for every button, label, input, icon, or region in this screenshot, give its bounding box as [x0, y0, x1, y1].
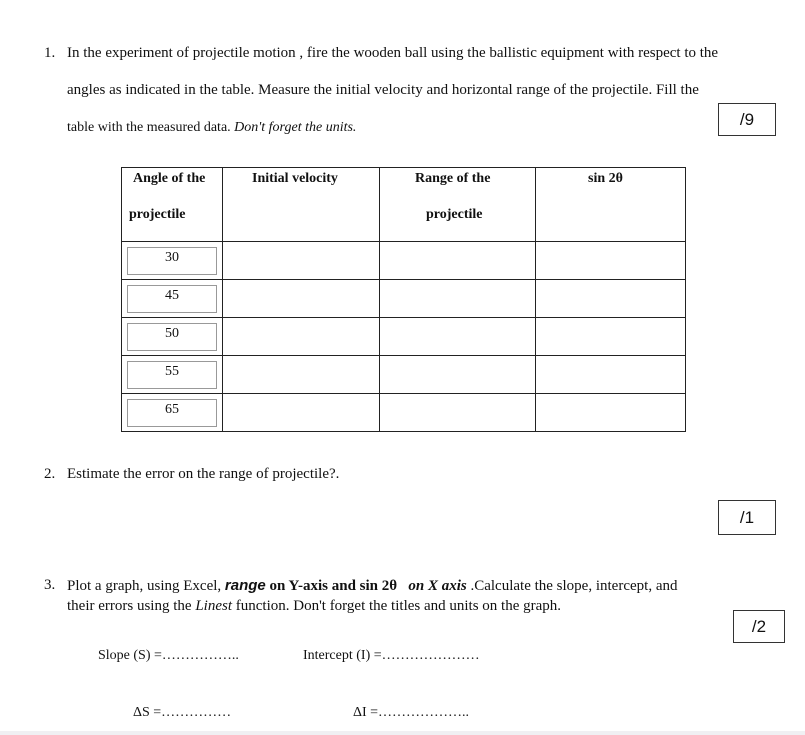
q2-text: Estimate the error on the range of projectile?.	[67, 466, 340, 482]
q3-line2-italic: Linest	[195, 598, 232, 614]
q3-text-b: on Y-axis and sin 2θ	[269, 578, 398, 594]
header-velocity-text: Initial velocity	[252, 171, 338, 186]
header-range-line1: Range of the	[415, 171, 491, 186]
angle-value: 55	[127, 361, 217, 389]
header-angle-line2: projectile	[129, 207, 186, 222]
q1-line3-plain: table with the measured data.	[67, 120, 231, 135]
angle-cell	[122, 280, 223, 318]
angle-value: 50	[127, 323, 217, 351]
q3-score: /2	[751, 617, 767, 636]
q1-number: 1.	[44, 45, 56, 61]
table-header-row	[122, 168, 686, 242]
q1-line2: angles as indicated in the table. Measure the initial velocity and horizontal range of the projectile. Fill the	[67, 82, 699, 98]
sin-cell[interactable]	[536, 356, 686, 394]
velocity-cell[interactable]	[223, 280, 380, 318]
q1-score: /9	[739, 110, 755, 129]
delta-s-answer[interactable]: ΔS =……………	[133, 705, 232, 720]
q2-score: /1	[739, 508, 755, 527]
q3-line2-b: function. Don't forget the titles and units on the graph.	[235, 598, 562, 614]
velocity-cell[interactable]	[223, 394, 380, 432]
header-range-line2: projectile	[426, 207, 483, 222]
range-cell[interactable]	[380, 242, 536, 280]
table-row	[122, 242, 686, 280]
angle-cell	[122, 242, 223, 280]
table-row	[122, 280, 686, 318]
q1-line3-italic: Don't forget the units.	[234, 120, 357, 135]
angle-cell	[122, 356, 223, 394]
header-angle	[122, 168, 223, 242]
q1-line3	[67, 120, 356, 136]
q3-line2	[67, 598, 561, 615]
q3-text-c: .Calculate the slope, intercept, and	[470, 578, 678, 594]
header-velocity	[223, 168, 380, 242]
delta-i-answer[interactable]: ΔI =………………..	[353, 705, 470, 720]
table-row	[122, 394, 686, 432]
angle-cell	[122, 394, 223, 432]
header-sin-text: sin 2θ	[588, 171, 623, 186]
velocity-cell[interactable]	[223, 318, 380, 356]
range-cell[interactable]	[380, 318, 536, 356]
header-range	[380, 168, 536, 242]
sin-cell[interactable]	[536, 394, 686, 432]
q2-number: 2.	[44, 466, 56, 482]
q3-text-a: Plot a graph, using Excel,	[67, 578, 222, 594]
q3-score-box	[733, 610, 785, 643]
range-cell[interactable]	[380, 394, 536, 432]
measurement-table	[121, 167, 686, 432]
q1-score-box	[718, 103, 776, 136]
table-row	[122, 318, 686, 356]
q3-text-xaxis: on X axis	[408, 578, 467, 594]
angle-value: 65	[127, 399, 217, 427]
q3-number: 3.	[44, 577, 56, 593]
slope-answer[interactable]: Slope (S) =……………..	[98, 648, 239, 663]
sin-cell[interactable]	[536, 242, 686, 280]
header-sin	[536, 168, 686, 242]
angle-cell	[122, 318, 223, 356]
q3-text-range: range	[224, 577, 266, 594]
q1-line1: In the experiment of projectile motion , fire the wooden ball using the ballistic equipment with respect to the	[67, 45, 719, 61]
table-row	[122, 356, 686, 394]
q2-score-box	[718, 500, 776, 535]
sin-cell[interactable]	[536, 318, 686, 356]
page-bottom-edge	[0, 731, 805, 735]
intercept-answer[interactable]: Intercept (I) =…………………	[303, 648, 480, 663]
velocity-cell[interactable]	[223, 242, 380, 280]
header-angle-line1: Angle of the	[133, 171, 206, 186]
angle-value: 45	[127, 285, 217, 313]
q3-line1	[67, 577, 677, 595]
range-cell[interactable]	[380, 356, 536, 394]
range-cell[interactable]	[380, 280, 536, 318]
velocity-cell[interactable]	[223, 356, 380, 394]
q3-line2-a: their errors using the	[67, 598, 192, 614]
sin-cell[interactable]	[536, 280, 686, 318]
angle-value: 30	[127, 247, 217, 275]
